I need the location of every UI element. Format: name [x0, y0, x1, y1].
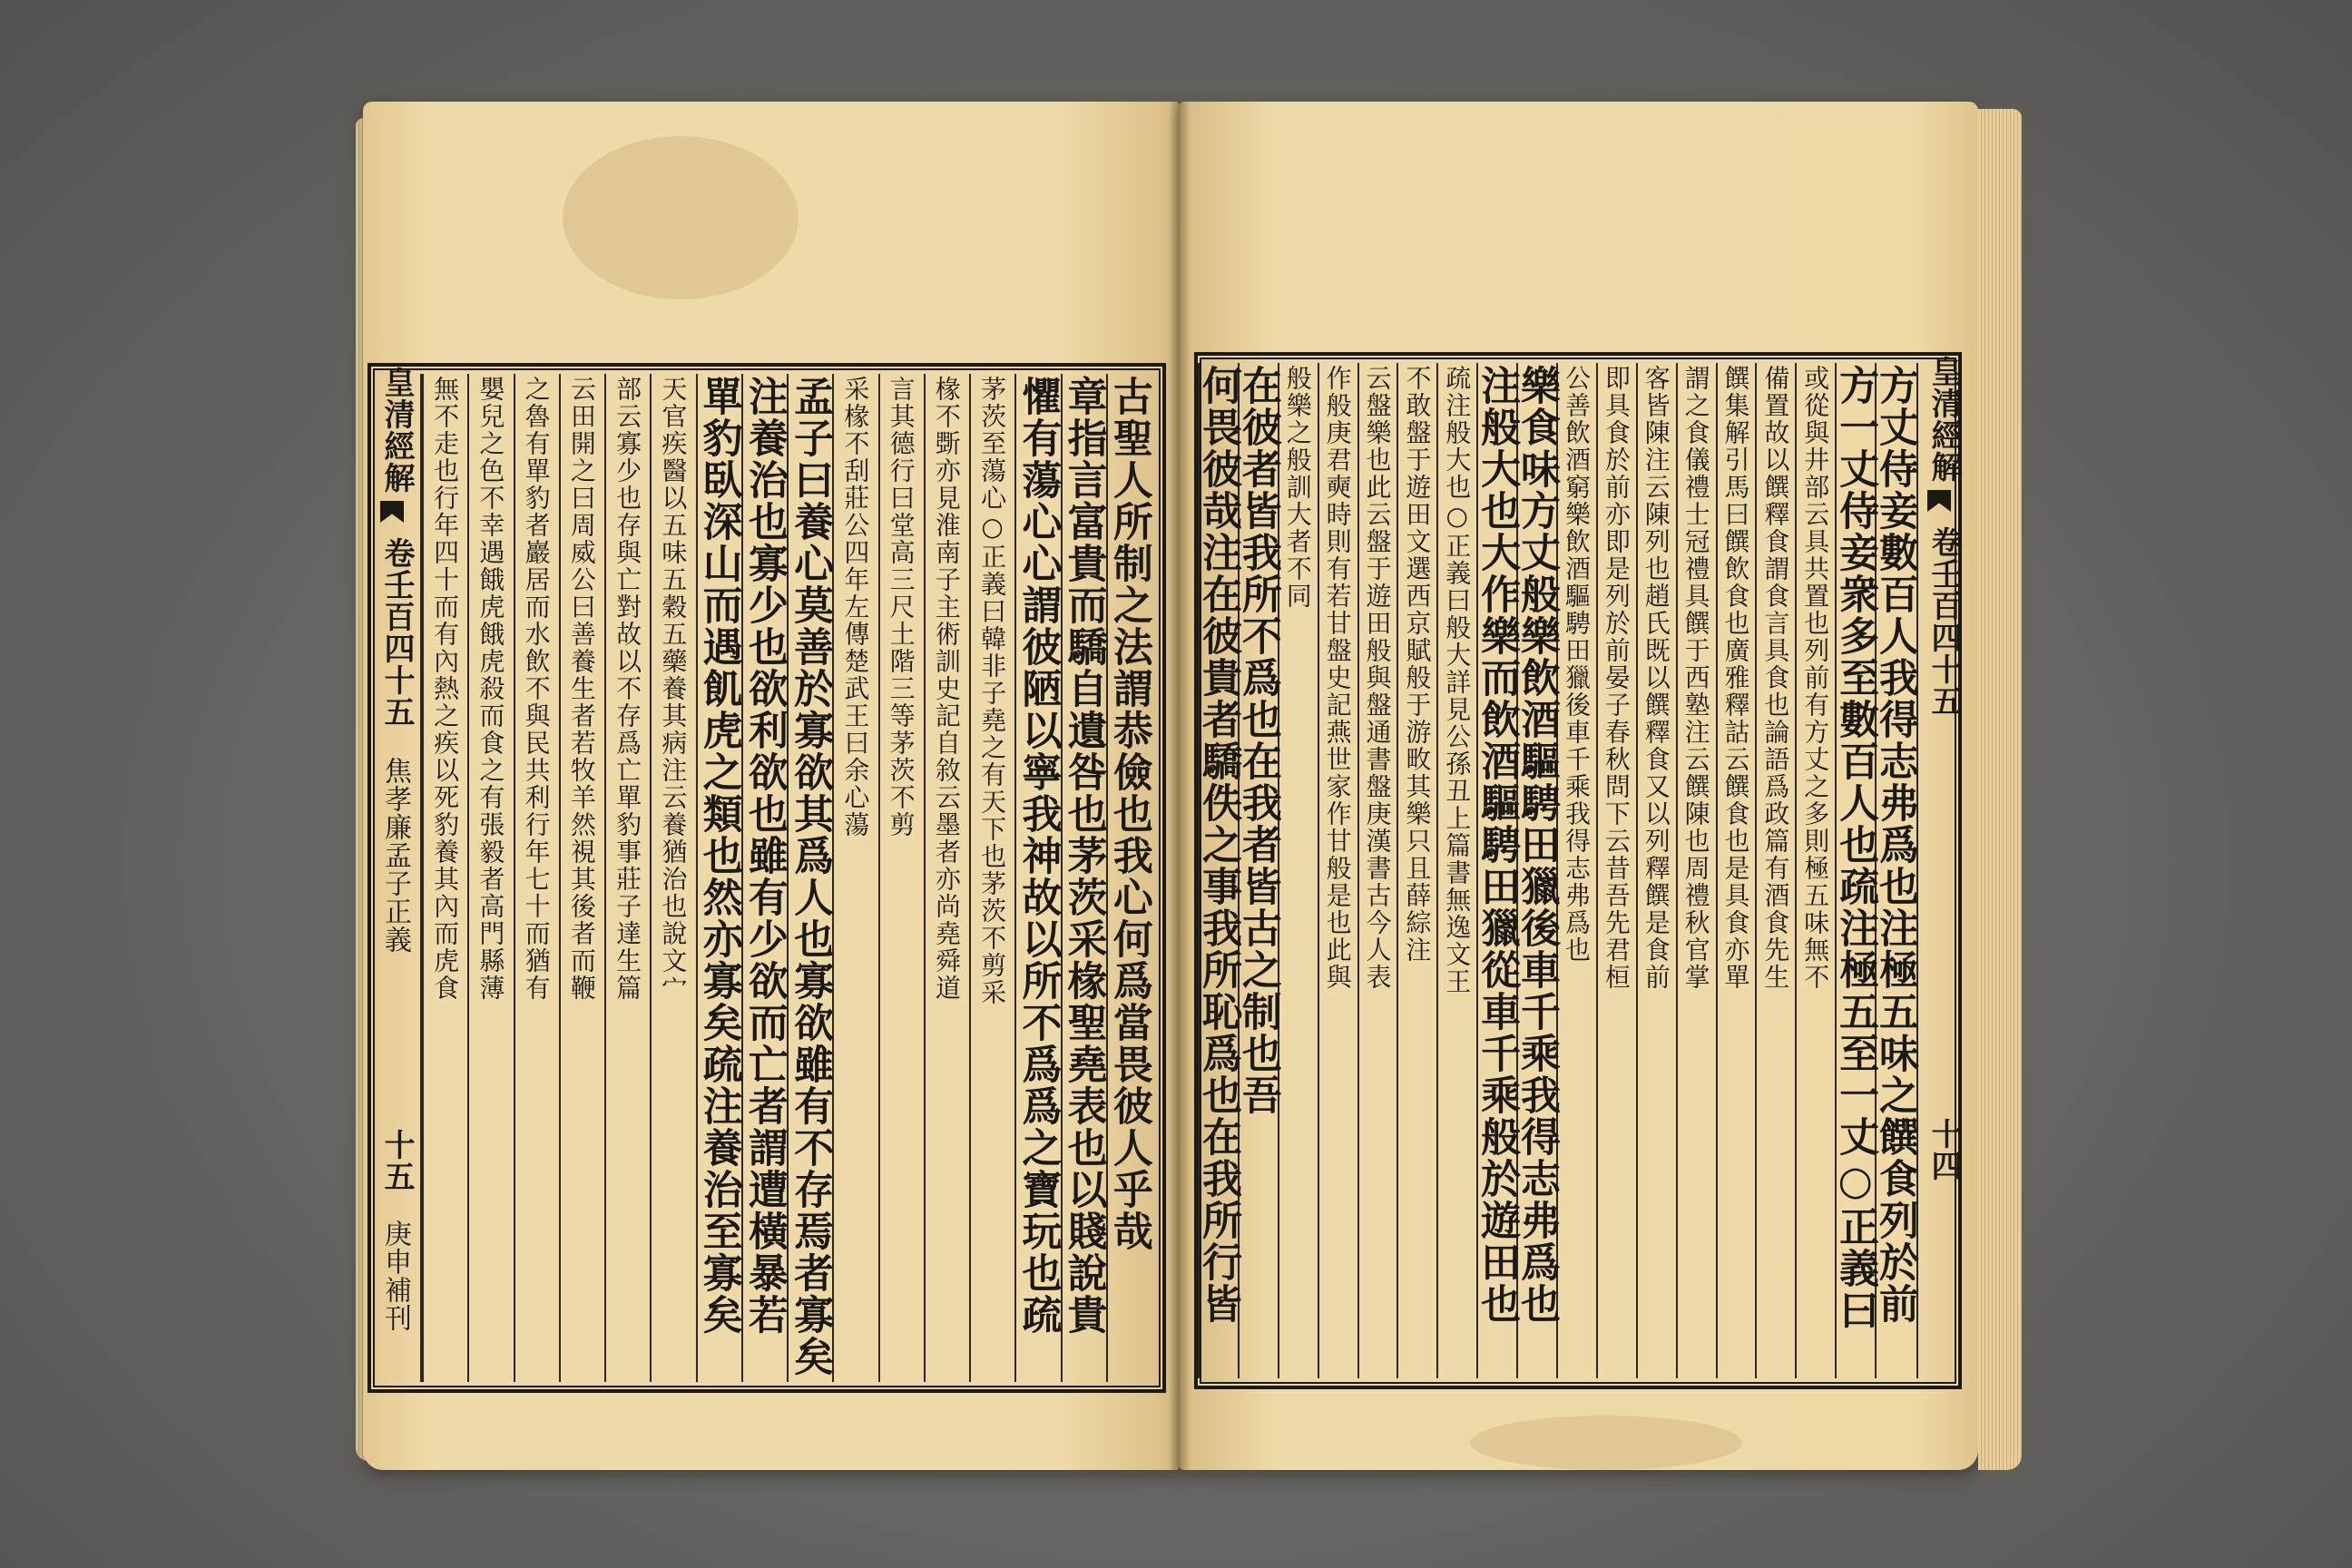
fishtail-mark — [1927, 490, 1951, 512]
column-rule — [1357, 363, 1359, 1378]
left-spine-folio: 十五 — [378, 1129, 415, 1192]
column-rule — [878, 374, 880, 1382]
text-column: 在彼者皆我所不爲也在我者皆古之制也吾 — [1234, 365, 1281, 1116]
text-column: 不敢盤于遊田文選西京賦般于游畋其樂只且薛綜注 — [1402, 365, 1433, 964]
right-spine-folio: 十四 — [1926, 1118, 1962, 1181]
right-page-text-frame — [1194, 352, 1962, 1389]
column-rule — [1755, 363, 1757, 1378]
right-spine-juan: 卷壬百四十五 — [1926, 526, 1962, 717]
text-column: 作般庚君奭時則有若甘盤史記燕世家作甘般是也此與 — [1322, 365, 1353, 991]
text-column: 注般大也大作樂而飲酒驅騁田獵從車千乘般於遊田也 — [1474, 365, 1521, 1325]
column-rule — [1318, 363, 1319, 1378]
column-rule — [1795, 363, 1797, 1378]
text-column: 客皆陳注云陳列也趙氏既以饌釋食又以列釋饌是食前 — [1641, 365, 1671, 991]
column-rule — [650, 374, 652, 1382]
text-column: 謂之食儀禮士冠禮具饌于西塾注云饌陳也周禮秋官掌 — [1681, 365, 1711, 991]
column-rule — [1596, 363, 1598, 1378]
text-column: 即具食於前亦即是列於前晏子春秋問下云昔吾先君桓 — [1601, 365, 1632, 991]
right-spine-column — [1922, 356, 1966, 483]
left-spine-author-column — [375, 757, 415, 954]
text-column: 單豹臥深山而遇飢虎之類也然亦寡矣疏注養治至寡矣 — [695, 376, 742, 1336]
text-column: 茅茨至蕩心○正義曰韓非子堯之有天下也茅茨不剪采 — [977, 376, 1008, 1006]
column-rule — [604, 374, 606, 1382]
left-spine-juan: 卷壬百四十五 — [378, 537, 415, 728]
column-rule — [924, 374, 926, 1382]
left-spine-folio-column — [375, 1129, 419, 1192]
column-rule — [1716, 363, 1718, 1378]
text-column: 云盤樂也此云盤于遊田般與盤通書盤庚漢書古今人表 — [1362, 365, 1393, 991]
text-column: 章指言富貴而驕自遺咎也茅茨采椽聖堯表也以賤說貴 — [1060, 376, 1107, 1336]
text-column: 采椽不刮莊公四年左傳楚武王曰余心蕩 — [840, 376, 871, 838]
column-rule — [1636, 363, 1638, 1378]
text-column: 部云寡少也存與亡對故以不存爲亡單豹事莊子達生篇 — [612, 376, 643, 1002]
left-page-text-frame — [368, 363, 1166, 1393]
text-column: 古聖人所制之法謂恭儉也我心何爲當畏彼人乎哉 — [1105, 376, 1152, 1252]
text-column: 方一丈侍妾衆多至數百人也疏注極五至一丈○正義曰 — [1832, 365, 1879, 1331]
text-column: 或從與井部云具共置也列前有方丈之多則極五味無不 — [1800, 365, 1831, 991]
text-column: 疏注般大也○正義曰般大詳見公孫丑上篇書無逸文王 — [1442, 365, 1473, 995]
column-rule — [467, 374, 469, 1382]
column-rule — [1396, 363, 1398, 1378]
text-column: 注養治也寡少也欲利欲也雖有少欲而亡者謂遭橫暴若 — [740, 376, 788, 1336]
column-rule — [1676, 363, 1678, 1378]
text-column: 懼有蕩心心謂彼陋以寧我神故以所不爲爲之寶玩也疏 — [1014, 376, 1062, 1336]
text-column: 嬰兒之色不幸遇餓虎餓虎殺而食之有張毅者高門縣薄 — [475, 376, 506, 1002]
paper-stain — [563, 136, 799, 299]
right-spine-folio-column — [1922, 1118, 1966, 1181]
text-column: 孟子曰養心莫善於寡欲其爲人也寡欲雖有不存焉者寡矣 — [787, 376, 834, 1377]
text-column: 備置故以饌釋食謂食言具食也論語爲政篇有酒食先生 — [1760, 365, 1791, 991]
text-column: 椽不斲亦見淮南子主術訓史記自敘云墨者亦尚堯舜道 — [931, 376, 962, 1002]
text-column: 言其德行曰堂高三尺土階三等茅茨不剪 — [886, 376, 916, 838]
right-spine-title: 皇清經解 — [1926, 356, 1962, 483]
fishtail-mark — [380, 501, 404, 523]
column-rule — [969, 374, 971, 1382]
left-spine-author: 焦孝廉孟子正義 — [379, 757, 411, 954]
book-gutter — [1169, 102, 1191, 1470]
left-spine-juan-column — [375, 537, 419, 728]
left-spine-column — [375, 367, 419, 494]
paper-stain — [1470, 1416, 1742, 1470]
text-column: 公善飲酒窮樂飲酒驅騁田獵後車千乘我得志弗爲也 — [1561, 365, 1592, 964]
text-column: 無不走也行年四十而有內熱之疾以死豹養其內而虎食 — [430, 376, 461, 1002]
text-column: 方丈侍妾數百人我得志弗爲也注極五味之饌食列於前 — [1872, 365, 1919, 1325]
left-spine-edition-column — [375, 1220, 415, 1332]
text-column: 之魯有單豹者巖居而水飲不與民共利行年七十而猶有 — [521, 376, 552, 1002]
text-column: 何畏彼哉注在彼貴者驕佚之事我所恥爲也在我所行皆 — [1194, 365, 1241, 1325]
text-column: 云田開之曰周威公曰善養生者若牧羊然視其後者而鞭 — [566, 376, 597, 1002]
column-rule — [422, 374, 424, 1382]
column-rule — [514, 374, 515, 1382]
column-rule — [1916, 363, 1918, 1378]
text-column: 樂食味方丈般樂飲酒驅騁田獵後車千乘我得志弗爲也 — [1514, 365, 1561, 1325]
text-column: 般樂之般訓大者不同 — [1282, 365, 1313, 610]
column-rule — [1436, 363, 1438, 1378]
left-spine-title: 皇清經解 — [378, 367, 415, 494]
right-page-edges — [1978, 109, 2022, 1470]
text-column: 饌集解引馬曰饌飲食也廣雅釋詁云饌食也是具食亦單 — [1720, 365, 1751, 991]
left-spine-edition: 庚申補刊 — [379, 1220, 411, 1332]
right-spine-juan-column — [1922, 526, 1966, 717]
column-rule — [559, 374, 561, 1382]
text-column: 天官疾醫以五味五穀五藥養其病注云養猶治也說文宀 — [658, 376, 689, 1002]
